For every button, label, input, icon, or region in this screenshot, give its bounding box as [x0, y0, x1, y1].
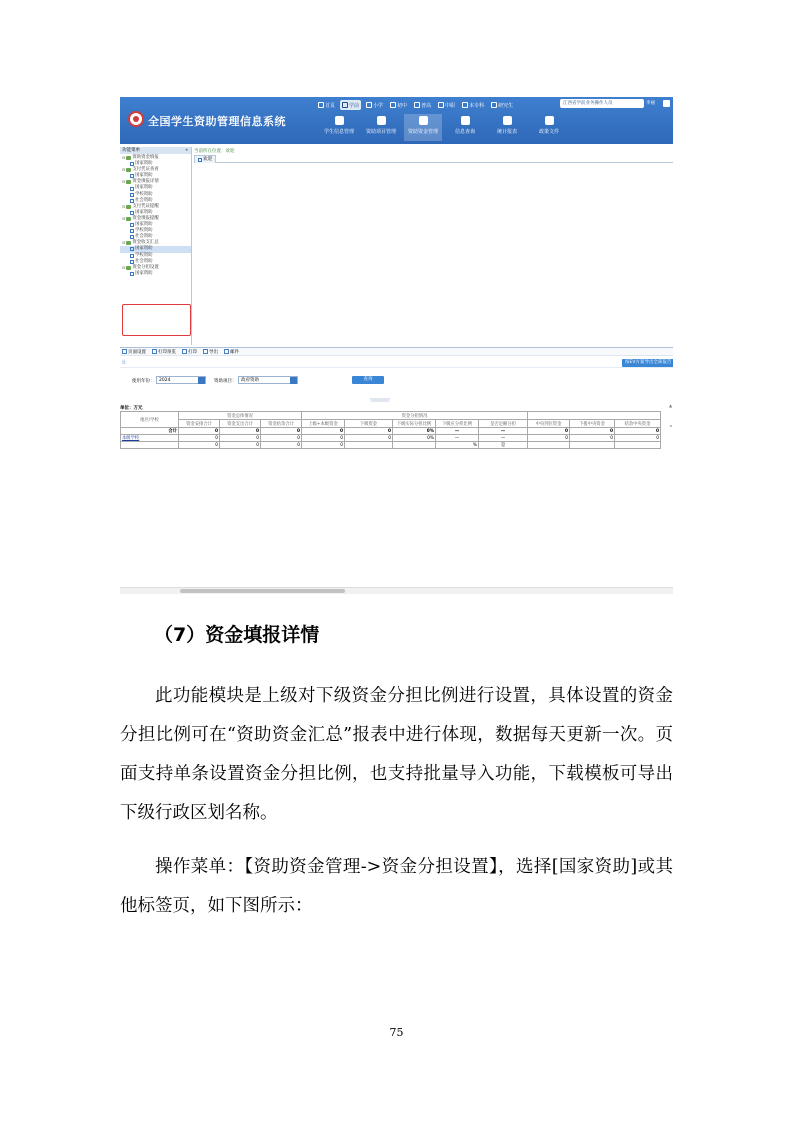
central-group-header — [528, 412, 661, 420]
top-nav-item[interactable] — [460, 100, 486, 110]
menu-label: 国家资助 — [135, 161, 153, 167]
menu-label: 支付凭证查看 — [132, 167, 159, 173]
table-cell: 0% — [393, 428, 436, 435]
folder-icon — [126, 217, 131, 221]
menu-label: 资金填报提醒 — [132, 215, 159, 221]
menu-item[interactable] — [120, 271, 191, 277]
region-role-select[interactable]: 江西省学前业务操作人员 — [560, 99, 644, 108]
school-link[interactable]: 本级学校 — [122, 436, 140, 441]
top-nav-item[interactable] — [489, 100, 515, 110]
table-cell — [393, 442, 436, 449]
column-header: 下拨中央资金 — [570, 420, 615, 428]
module-label: 政策文件 — [538, 129, 559, 135]
module-label: 信息查询 — [454, 129, 475, 135]
chevron-down-icon — [290, 377, 297, 384]
top-nav-item[interactable] — [436, 100, 457, 110]
chevron-down-icon — [198, 377, 205, 384]
folder-icon — [126, 266, 131, 270]
expand-icon: ⊟ — [122, 179, 126, 185]
project-label: 资助项目： — [214, 379, 237, 384]
top-nav-label: 首页 — [325, 102, 336, 109]
menu-tree — [120, 154, 191, 277]
function-menu-header — [120, 147, 191, 154]
column-header: 下级资金 — [345, 420, 393, 428]
nav-icon — [462, 102, 468, 108]
nav-icon — [414, 102, 420, 108]
menu-label: 国家资助 — [135, 222, 153, 228]
settings-icon[interactable]: ⁞⁞ — [122, 359, 126, 366]
table-cell: 0 — [261, 428, 302, 435]
top-nav-label: 学前 — [349, 102, 360, 109]
page-icon — [130, 174, 134, 178]
top-nav-item[interactable] — [412, 100, 433, 110]
table-cell: — — [479, 428, 528, 435]
funding-table — [120, 411, 661, 449]
header-banner — [120, 97, 673, 144]
toolbar-icon — [152, 349, 157, 354]
page-icon — [130, 187, 134, 191]
table-cell: 是 — [479, 442, 528, 449]
system-logo-icon — [128, 111, 144, 127]
toolbar-button[interactable] — [122, 349, 146, 355]
paragraph-description: 此功能模块是上级对下级资金分担比例进行设置，具体设置的资金分担比例可在“资助资金汇总”报表中进行体现，数据每天更新一次。页面支持单条设置资金分担比例，也支持批量导入功能，下载模板可导出下级行政区划名称。 — [120, 686, 673, 823]
row-name-cell — [121, 428, 179, 435]
table-cell: 0 — [302, 428, 345, 435]
table-cell: 0 — [615, 428, 661, 435]
scrollbar-thumb[interactable] — [180, 589, 345, 593]
menu-label: 学校资助 — [135, 252, 153, 258]
education-level-nav — [316, 99, 515, 111]
module-nav — [320, 114, 568, 141]
nav-icon — [491, 102, 497, 108]
column-header: 资金安排合计 — [179, 420, 220, 428]
module-icon — [503, 116, 512, 125]
paragraph-operation-menu: 操作菜单：【资助资金管理->资金分担设置】，选择[国家资助]或其他标签页，如下图所示： — [120, 857, 673, 916]
row-name: 合计 — [168, 429, 177, 434]
page-icon — [130, 211, 134, 215]
page-icon — [130, 254, 134, 258]
page-icon — [130, 260, 134, 264]
tab-welcome[interactable] — [194, 155, 216, 163]
project-value: 政府资助 — [241, 378, 259, 383]
table-cell: 0 — [179, 435, 220, 442]
table-cell: 0 — [179, 428, 220, 435]
tab-welcome-label: 欢迎 — [203, 156, 212, 162]
toolbar-icon — [122, 349, 127, 354]
table-cell: % — [436, 442, 479, 449]
horizontal-scrollbar[interactable] — [120, 587, 673, 594]
table-row — [121, 428, 661, 435]
toolbar-icon — [203, 349, 208, 354]
menu-label: 支付凭证提醒 — [132, 203, 159, 209]
table-cell: 0 — [220, 428, 261, 435]
menu-label: 资金分担设置 — [132, 264, 159, 270]
table-cell: 0% — [393, 435, 436, 442]
expand-icon: ⊟ — [122, 167, 126, 173]
query-form — [120, 376, 673, 386]
module-icon — [545, 116, 554, 125]
toolbar-label: 打印 — [188, 349, 197, 355]
menu-label: 资金填报详情 — [132, 179, 159, 185]
table-cell: 0 — [261, 435, 302, 442]
row-name-cell[interactable] — [121, 435, 179, 442]
table-cell: 0 — [345, 435, 393, 442]
top-nav-label: 研究生 — [498, 102, 514, 109]
top-nav-label: 小学 — [373, 102, 384, 109]
page-icon — [130, 193, 134, 197]
toolbar-label: 页面设置 — [128, 349, 146, 355]
module-icon — [335, 116, 344, 125]
top-nav-item[interactable] — [340, 100, 361, 110]
toolbar-button[interactable] — [182, 349, 197, 355]
table-cell: 0 — [570, 428, 615, 435]
page-icon — [130, 247, 134, 251]
top-nav-label: 中职 — [445, 102, 456, 109]
toolbar-button[interactable] — [152, 349, 176, 355]
tab-bar — [194, 155, 673, 163]
logout-icon[interactable] — [663, 100, 670, 107]
module-nav-item[interactable] — [530, 114, 568, 141]
table-cell: — — [479, 435, 528, 442]
panel-toggle[interactable] — [370, 398, 390, 402]
top-nav-item[interactable] — [364, 100, 385, 110]
menu-label: 国家资助 — [135, 246, 153, 252]
column-header: 是否足额分担 — [479, 420, 528, 428]
module-label: 资助项目管理 — [365, 129, 396, 135]
top-nav-label: 普高 — [421, 102, 432, 109]
user-name: 李丽 — [646, 101, 655, 106]
table-cell: 0 — [220, 442, 261, 449]
top-nav-item[interactable] — [388, 100, 409, 110]
menu-label: 国家资助 — [135, 185, 153, 191]
nav-icon — [318, 102, 324, 108]
breadcrumb: 当前所在位置：欢迎 — [194, 149, 235, 154]
module-nav-item[interactable] — [446, 114, 484, 141]
table-cell: 0 — [528, 428, 570, 435]
column-header: 结余中央资金 — [615, 420, 661, 428]
table-cell: 0 — [528, 435, 570, 442]
page-icon — [130, 235, 134, 239]
table-cell: 0 — [302, 435, 345, 442]
highlight-box — [122, 304, 191, 336]
table-cell: 0 — [179, 442, 220, 449]
nav-icon — [438, 102, 444, 108]
system-screenshot — [120, 97, 673, 595]
page-number: 75 — [389, 1026, 404, 1039]
table-cell: 0 — [261, 442, 302, 449]
module-label: 学生信息管理 — [323, 129, 354, 135]
page-icon — [130, 199, 134, 203]
menu-label: 社会资助 — [135, 234, 153, 240]
table-cell: 0 — [570, 435, 615, 442]
collapse-icon[interactable]: « — [185, 148, 188, 153]
search-button[interactable]: 查询 — [352, 376, 384, 384]
toolbar-icon — [182, 349, 187, 354]
nav-icon — [342, 102, 348, 108]
row-name-cell — [121, 442, 179, 449]
menu-label: 社会资助 — [135, 197, 153, 203]
toolbar-icon — [224, 349, 229, 354]
table-cell: 0 — [220, 435, 261, 442]
page-icon — [130, 223, 134, 227]
export-all-button[interactable]: 按EV方案导出全部报告 — [622, 359, 673, 367]
app-title: 全国学生资助管理信息系统 — [148, 115, 286, 128]
table-cell: 0 — [615, 435, 661, 442]
expand-icon: ⊟ — [122, 264, 126, 270]
overall-group-header: 资金总体情况 — [179, 412, 302, 420]
folder-icon — [126, 180, 131, 184]
table-corner-header: 地区/学校 — [121, 412, 179, 428]
table-cell — [345, 442, 393, 449]
column-header: 下级实际分担比例 — [393, 420, 436, 428]
module-label: 统计报表 — [496, 129, 517, 135]
table-cell: — — [436, 428, 479, 435]
table-cell: 0 — [345, 428, 393, 435]
module-nav-item[interactable] — [488, 114, 526, 141]
expand-icon: ⊟ — [122, 215, 126, 221]
menu-label: 学校资助 — [135, 191, 153, 197]
toolbar-label: 导出 — [209, 349, 218, 355]
year-label: 使用年份： — [132, 379, 155, 384]
year-select[interactable] — [156, 376, 206, 384]
menu-label: 国家资助 — [135, 270, 153, 276]
toolbar-label: 邮件 — [230, 349, 239, 355]
column-header: 中央到位资金 — [528, 420, 570, 428]
folder-icon — [126, 241, 131, 245]
expand-icon: ⊟ — [122, 240, 126, 246]
sharing-group-header: 资金分担情况 — [302, 412, 528, 420]
module-nav-item[interactable] — [404, 114, 442, 141]
nav-icon — [390, 102, 396, 108]
column-header: 资金结余合计 — [261, 420, 302, 428]
page-icon — [130, 229, 134, 233]
module-icon — [377, 116, 386, 125]
section-heading: （7）资金填报详情 — [154, 624, 320, 646]
top-nav-label: 本专科 — [469, 102, 485, 109]
page-icon — [130, 272, 134, 276]
table-cell: — — [436, 435, 479, 442]
folder-icon — [126, 205, 131, 209]
toolbar-button[interactable] — [203, 349, 218, 355]
menu-label: 国家资助 — [135, 209, 153, 215]
table-cell: 0 — [302, 442, 345, 449]
function-menu-title: 功能菜单 — [122, 148, 140, 153]
column-header: 资金支出合计 — [220, 420, 261, 428]
module-nav-item[interactable] — [320, 114, 358, 141]
menu-label: 资金收支汇总 — [132, 240, 159, 246]
report-action-bar — [120, 357, 673, 368]
table-row — [121, 442, 661, 449]
menu-label: 社会资助 — [135, 258, 153, 264]
module-nav-item[interactable] — [362, 114, 400, 141]
table-cell — [570, 442, 615, 449]
vertical-scrollbar[interactable]: ▲ ◂ — [668, 403, 673, 428]
expand-icon: ⊟ — [122, 155, 126, 160]
column-header: 下级应分担比例 — [436, 420, 479, 428]
year-value: 2024 — [159, 378, 171, 383]
menu-label: 学校资助 — [135, 228, 153, 234]
column-header: 上级+本级资金 — [302, 420, 345, 428]
module-icon — [461, 116, 470, 125]
report-toolbar — [120, 347, 673, 356]
top-nav-item[interactable] — [316, 100, 337, 110]
menu-label: 资助资金填报 — [132, 155, 159, 160]
module-icon — [419, 116, 428, 125]
table-cell — [615, 442, 661, 449]
table-row — [121, 435, 661, 442]
page-icon — [198, 158, 202, 162]
toolbar-label: 打印预览 — [158, 349, 176, 355]
module-label: 资助资金管理 — [407, 129, 438, 135]
expand-icon: ⊟ — [122, 203, 126, 209]
top-nav-label: 初中 — [397, 102, 408, 109]
menu-label: 国家资助 — [135, 173, 153, 179]
table-cell — [528, 442, 570, 449]
nav-icon — [366, 102, 372, 108]
project-select[interactable] — [238, 376, 298, 384]
toolbar-button[interactable] — [224, 349, 239, 355]
folder-icon — [126, 168, 131, 172]
unit-label: 单位：万元 — [120, 406, 143, 411]
folder-icon — [126, 156, 131, 160]
page-icon — [130, 162, 134, 166]
